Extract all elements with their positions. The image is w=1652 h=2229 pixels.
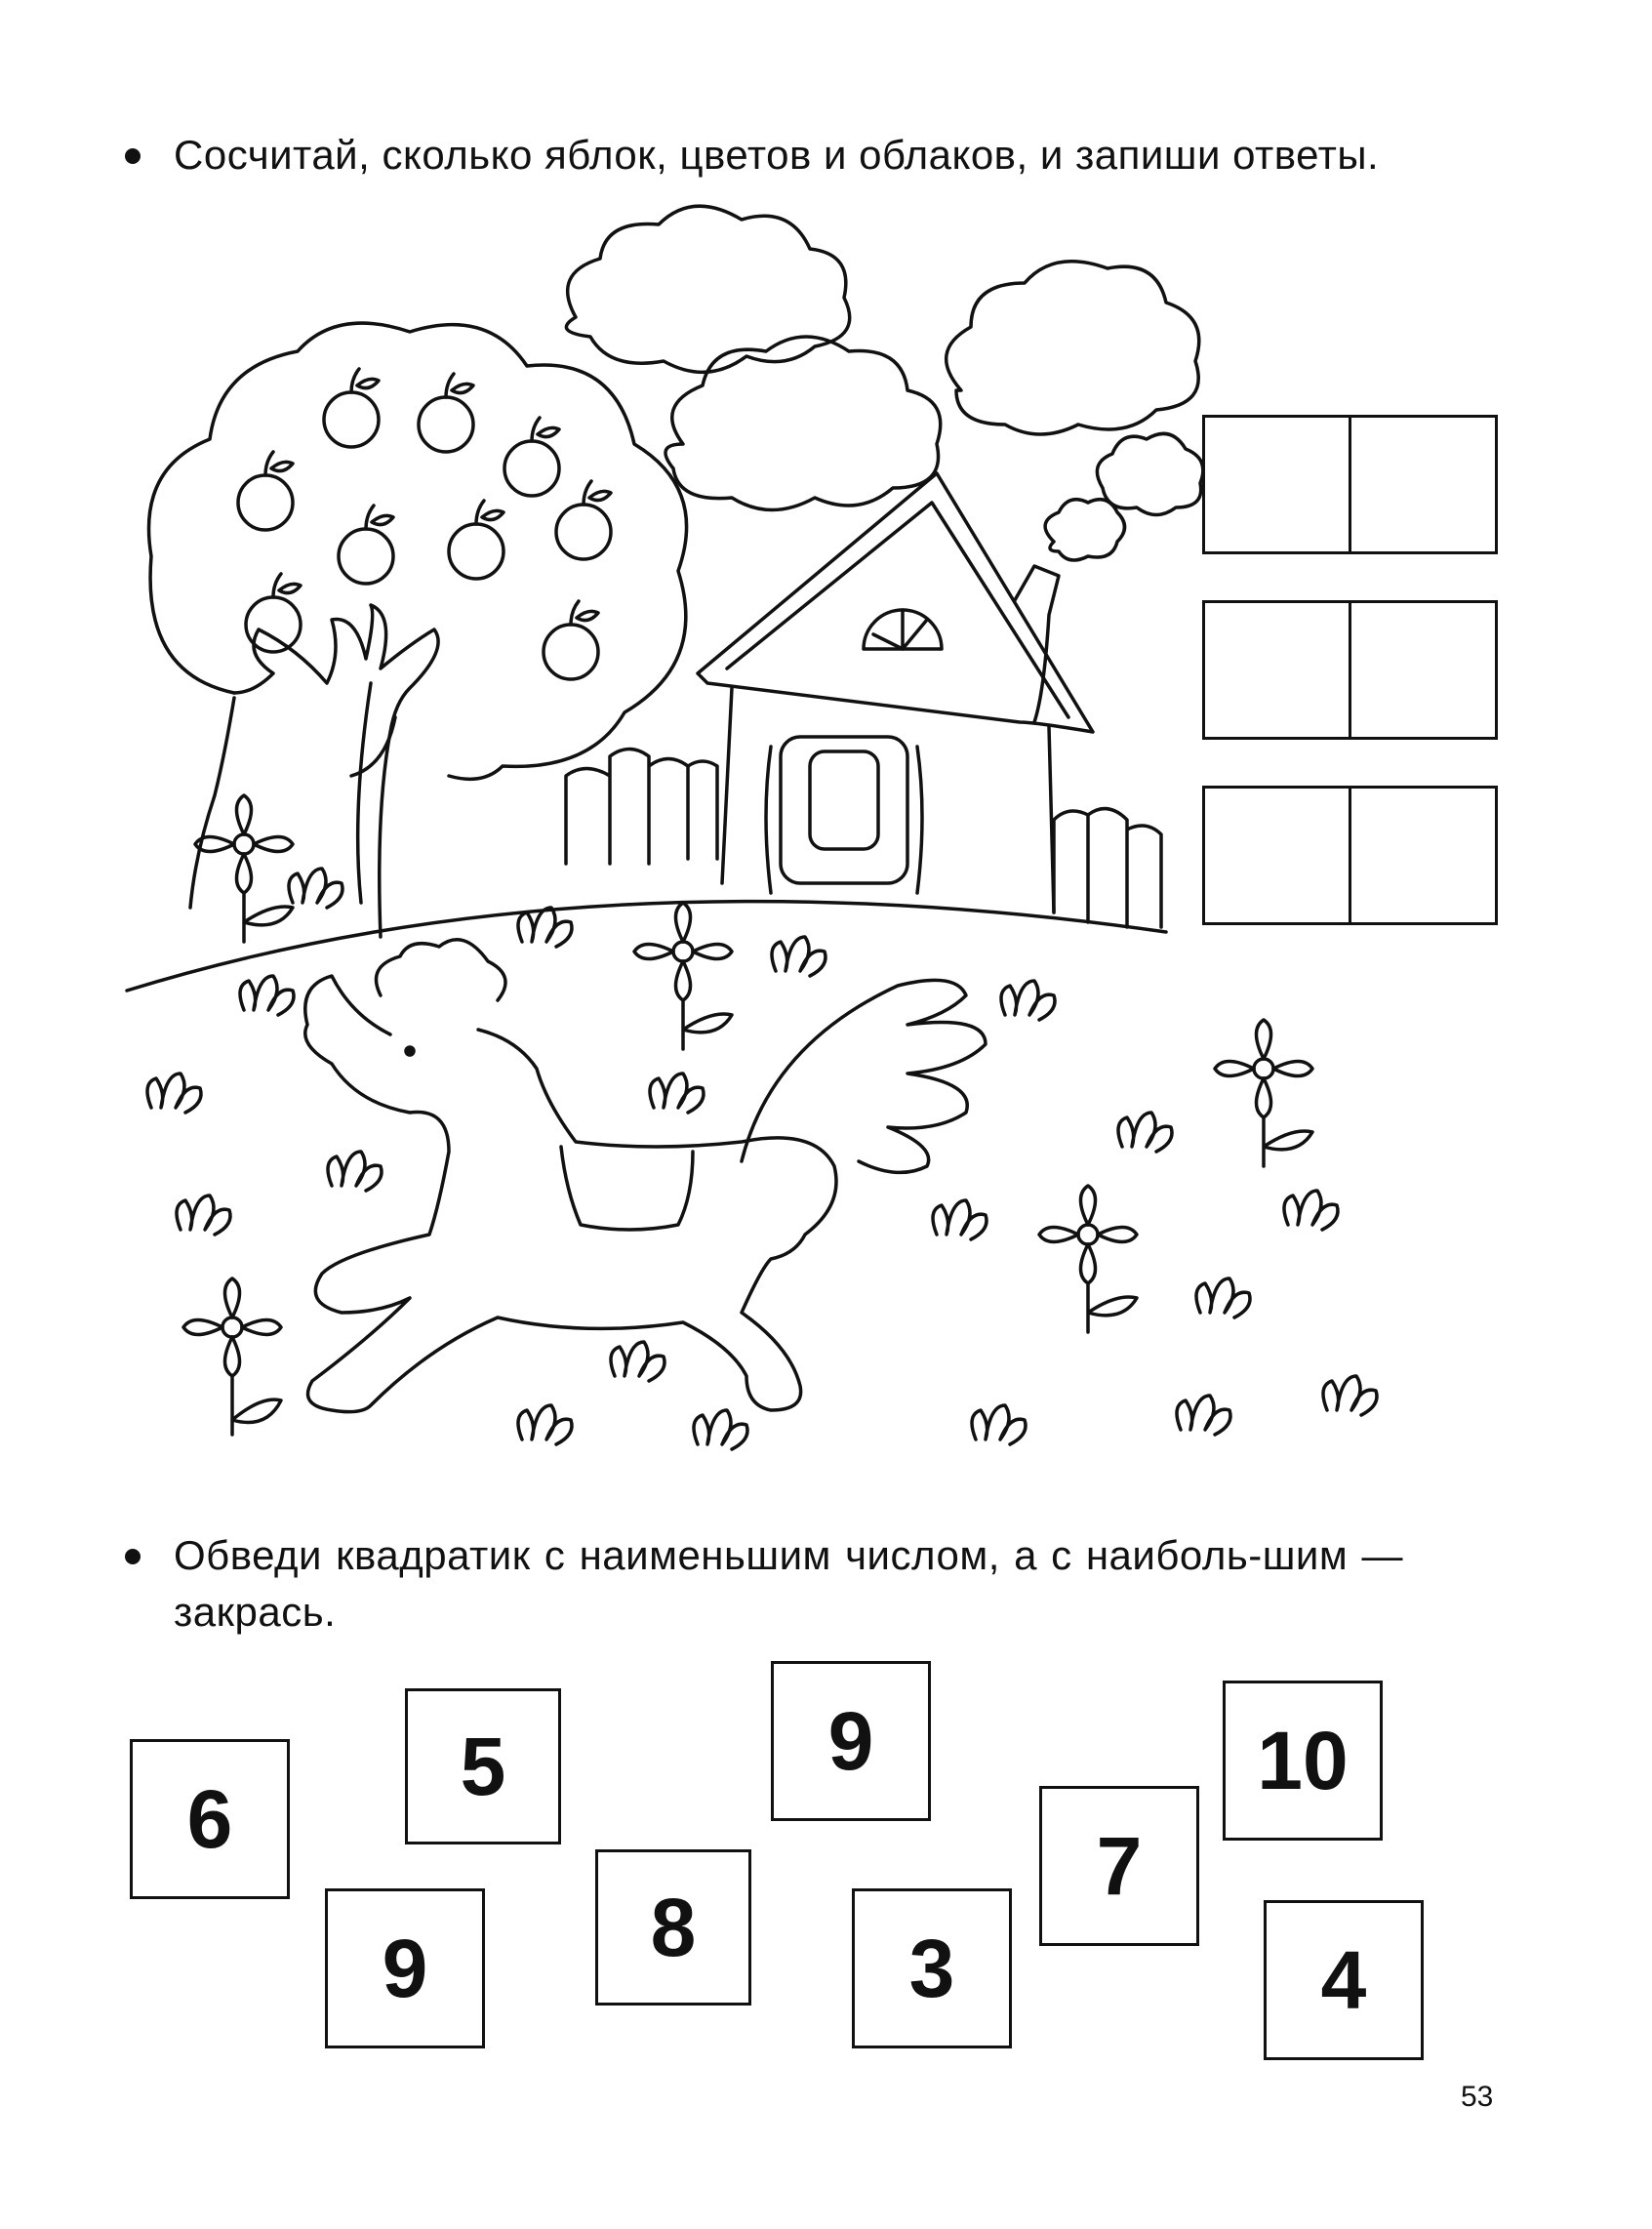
task-instruction-1 (125, 127, 1403, 183)
bullet-icon (125, 148, 141, 164)
number-box[interactable]: 6 (130, 1739, 290, 1899)
task-text-2: Обведи квадратик с наименьшим числом, а с наиболь-шим — закрась. (174, 1532, 1403, 1635)
number-box[interactable]: 4 (1264, 1900, 1424, 2060)
apple-icon (324, 369, 379, 447)
number-box[interactable]: 7 (1039, 1786, 1199, 1946)
apple-icon (419, 374, 473, 452)
apple-icon (504, 418, 559, 496)
answer-box-clouds[interactable] (1349, 786, 1498, 925)
house-icon (566, 473, 1161, 927)
number-box[interactable]: 5 (405, 1688, 561, 1844)
apple-icon (556, 481, 611, 559)
page-number: 53 (1461, 2081, 1494, 2113)
task-instruction-2 (125, 1527, 1403, 1641)
answer-box-flowers[interactable] (1349, 600, 1498, 740)
grass-group (147, 869, 1377, 1449)
flower-icon (1215, 1020, 1312, 1166)
cloud-icon (947, 262, 1199, 434)
task-text-1: Сосчитай, сколько яблок, цветов и облаков, и запиши ответы. (174, 132, 1380, 178)
apple-icon (339, 506, 393, 584)
number-box[interactable]: 9 (325, 1888, 485, 2048)
apple-icon (238, 452, 293, 530)
flower-icon (183, 1278, 281, 1435)
apple-icon (544, 601, 598, 679)
flower-icon (195, 795, 293, 942)
flower-icon (1039, 1186, 1137, 1332)
cloud-icon (665, 337, 941, 510)
answer-box-apples[interactable] (1349, 415, 1498, 554)
cloud-icon (566, 206, 849, 372)
apples-group (238, 369, 611, 679)
number-box[interactable]: 9 (771, 1661, 931, 1821)
smoke-icon (1045, 433, 1203, 560)
apple-icon (449, 501, 504, 579)
icon-cell-flower (1202, 600, 1351, 740)
number-box[interactable]: 3 (852, 1888, 1012, 2048)
icon-cell-apple (1202, 415, 1351, 554)
number-box[interactable]: 8 (595, 1849, 751, 2006)
number-box[interactable]: 10 (1223, 1681, 1383, 1841)
icon-cell-cloud (1202, 786, 1351, 925)
bullet-icon (125, 1549, 141, 1564)
flower-icon (634, 903, 732, 1049)
